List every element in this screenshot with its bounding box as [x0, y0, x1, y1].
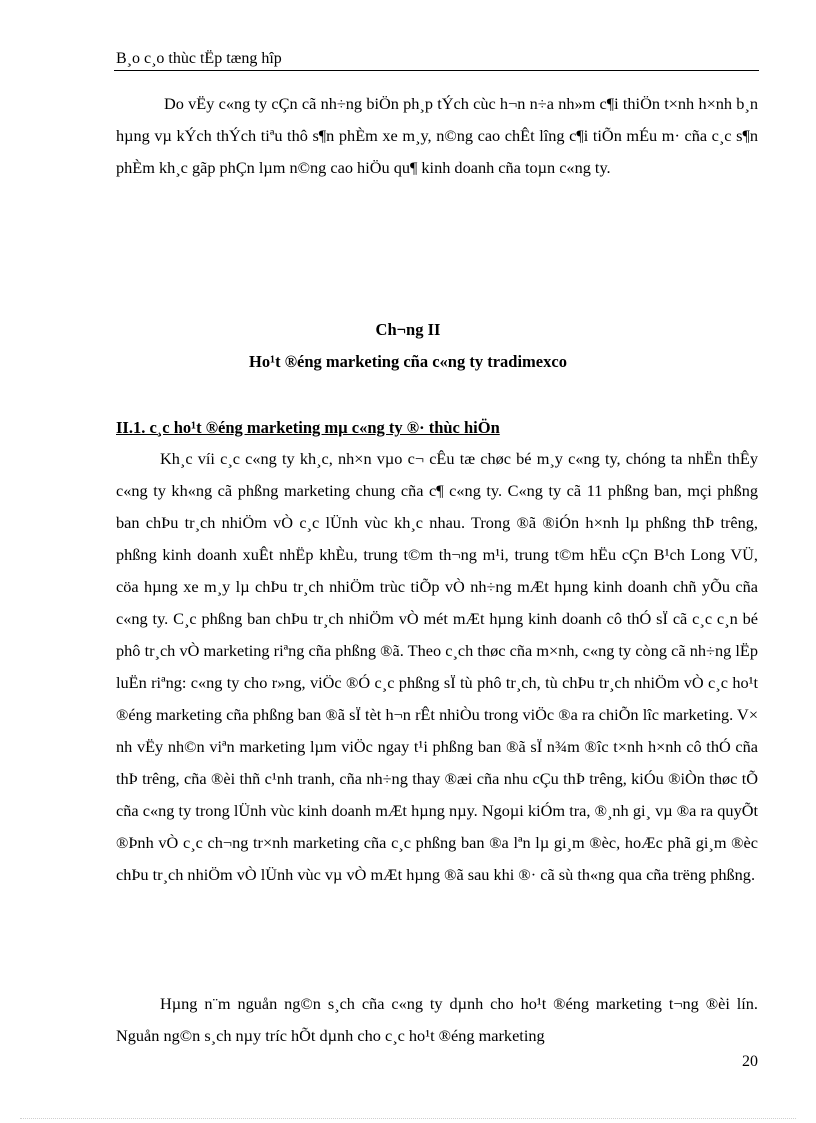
header-text: B¸o c¸o thùc tËp tæng hîp: [116, 50, 282, 67]
page-number: 20: [742, 1053, 758, 1070]
paragraph-intro: Do vËy c«ng ty cÇn cã nh÷ng biÖn ph¸p tÝch cùc h¬n n÷a nh»m c¶i thiÖn t×nh h×nh b¸n hµng vµ kÝch thÝch tiªu thô s¶n phÈm xe m¸y, n©ng cao chÊt lîng c¶i tiÕn mÉu m· cña c¸c s¶n phÈm kh¸c gãp phÇn lµm n©ng cao hiÖu qu¶ kinh doanh cña toµn c«ng ty.: [116, 94, 758, 177]
chapter-title: Ho¹t ®éng marketing cña c«ng ty tradimexco: [249, 352, 567, 371]
chapter-number: Ch¬ng II: [375, 320, 441, 339]
paragraph-body: Kh¸c víi c¸c c«ng ty kh¸c, nh×n vµo c¬ cÊu tæ chøc bé m¸y c«ng ty, chóng ta nhËn thÊy c«ng ty kh«ng cã phßng marketing chung cña c¶ c«ng ty. C«ng ty cã 11 phßng ban, mçi phßng ban chÞu tr¸ch nhiÖm vÒ c¸c lÜnh vùc kh¸c nhau. Trong ®ã ®iÓn h×nh lµ phßng thÞ trêng, phßng kinh doanh xuÊt nhËp khÈu, trung t©m th¬ng m¹i, trung t©m hËu cÇn B¹ch Long VÜ, cöa hµng xe m¸y lµ chÞu tr¸ch nhiÖm trùc tiÕp vÒ nh÷ng mÆt hµng kinh doanh chñ yÕu cña c«ng ty. C¸c phßng ban chÞu tr¸ch nhiÖm vÒ mét mÆt hµng kinh doanh cô thÓ sÏ cã c¸c c¸n bé phô tr¸ch vÒ marketing riªng cña phßng ®ã. Theo c¸ch thøc cña m×nh, c«ng ty còng cã nh÷ng lËp luËn riªng: c«ng ty cho r»ng, viÖc ®Ó c¸c phßng sÏ tù phô tr¸ch, tù chÞu tr¸ch nhiÖm vÒ c¸c ho¹t ®éng marketing cña phßng ban ®ã sÏ tèt h¬n rÊt nhiÒu trong viÖc ®a ra chiÕn lîc marketing. V× nh vËy nh©n viªn marketing lµm viÖc ngay t¹i phßng ban ®ã sÏ n¾m ®îc t×nh h×nh cô thÓ cña thÞ trêng, cña ®èi thñ c¹nh tranh, cña nh÷ng thay ®æi cña nhu cÇu thÞ trêng, kiÓu ®iÒn thøc tÕ cña c«ng ty trong lÜnh vùc kinh doanh mÆt hµng nµy. Ngoµi kiÓm tra, ®¸nh gi¸ vµ ®a ra quyÕt ®Þnh vÒ c¸c ch¬ng tr×nh marketing cña c¸c phßng ban ®a lªn lµ gi¸m ®èc, hoÆc phã gi¸m ®èc chÞu tr¸ch nhiÖm vÒ lÜnh vùc vµ vÒ mÆt hµng ®ã sau khi ®· cã sù th«ng qua cña trëng phßng.: [116, 449, 758, 884]
page-bottom-border: [20, 1118, 796, 1119]
section-heading: II.1. c¸c ho¹t ®éng marketing mµ c«ng ty ®· thùc hiÖn: [116, 418, 500, 437]
header-rule: [114, 70, 759, 71]
paragraph-budget: Hµng n¨m nguån ng©n s¸ch cña c«ng ty dµnh cho ho¹t ®éng marketing t¬ng ®èi lín. Nguån ng©n s¸ch nµy tríc hÕt dµnh cho c¸c ho¹t ®éng marketing: [116, 994, 758, 1045]
